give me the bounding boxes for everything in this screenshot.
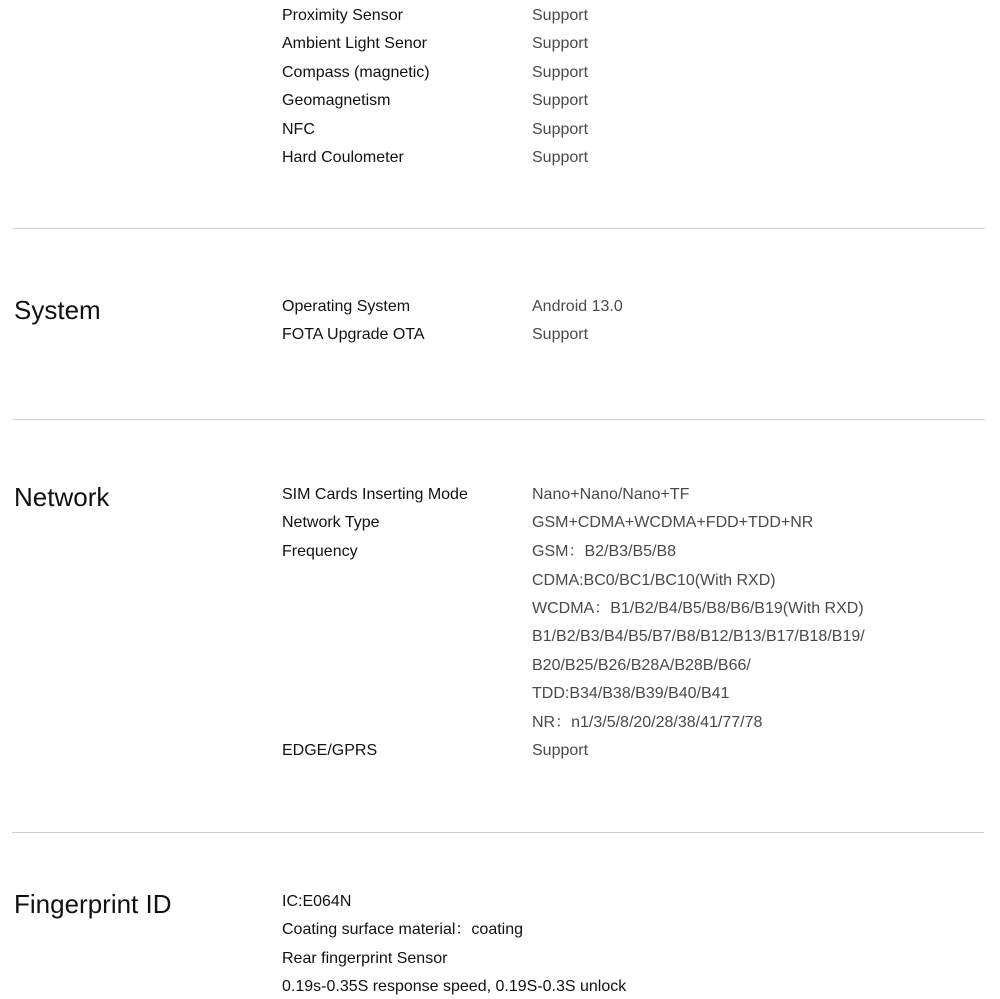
spec-value: Support bbox=[532, 92, 589, 109]
spec-value: GSM+CDMA+WCDMA+FDD+TDD+NR bbox=[532, 514, 814, 531]
section-divider bbox=[12, 832, 984, 833]
spec-label: EDGE/GPRS bbox=[282, 742, 378, 759]
spec-label: Geomagnetism bbox=[282, 92, 391, 109]
spec-value: Support bbox=[532, 149, 589, 166]
section-divider bbox=[13, 228, 985, 229]
spec-value: Support bbox=[532, 326, 589, 343]
spec-label: Hard Coulometer bbox=[282, 149, 404, 166]
frequency-value: CDMA:BC0/BC1/BC10(With RXD) bbox=[532, 572, 776, 589]
spec-label: Network Type bbox=[282, 514, 380, 531]
frequency-value: B20/B25/B26/B28A/B28B/B66/ bbox=[532, 657, 751, 674]
section-title-network: Network bbox=[14, 482, 110, 512]
spec-value: Support bbox=[532, 35, 589, 52]
spec-label: Operating System bbox=[282, 298, 411, 315]
fingerprint-line: IC:E064N bbox=[282, 893, 352, 910]
section-title-system: System bbox=[14, 295, 101, 325]
spec-value: Support bbox=[532, 64, 589, 81]
frequency-value: NR：n1/3/5/8/20/28/38/41/77/78 bbox=[532, 714, 763, 731]
spec-value: GSM：B2/B3/B5/B8 bbox=[532, 543, 677, 560]
spec-value: Android 13.0 bbox=[532, 298, 623, 315]
spec-label: Ambient Light Senor bbox=[282, 35, 427, 52]
fingerprint-line: Coating surface material：coating bbox=[282, 921, 524, 938]
spec-label: SIM Cards Inserting Mode bbox=[282, 486, 468, 503]
spec-value: Nano+Nano/Nano+TF bbox=[532, 486, 690, 503]
frequency-value: WCDMA：B1/B2/B4/B5/B8/B6/B19(With RXD) bbox=[532, 600, 864, 617]
spec-label: NFC bbox=[282, 121, 315, 138]
spec-label: FOTA Upgrade OTA bbox=[282, 326, 425, 343]
section-divider bbox=[13, 419, 985, 420]
fingerprint-line: 0.19s-0.35S response speed, 0.19S-0.3S unlock bbox=[282, 978, 627, 995]
frequency-value: TDD:B34/B38/B39/B40/B41 bbox=[532, 685, 730, 702]
spec-label: Frequency bbox=[282, 543, 358, 560]
section-title-fingerprint: Fingerprint ID bbox=[14, 889, 172, 919]
spec-value: Support bbox=[532, 7, 589, 24]
spec-value: Support bbox=[532, 121, 589, 138]
spec-label: Compass (magnetic) bbox=[282, 64, 430, 81]
fingerprint-line: Rear fingerprint Sensor bbox=[282, 950, 448, 967]
spec-value: Support bbox=[532, 742, 589, 759]
spec-label: Proximity Sensor bbox=[282, 7, 403, 24]
frequency-value: B1/B2/B3/B4/B5/B7/B8/B12/B13/B17/B18/B19/ bbox=[532, 628, 865, 645]
